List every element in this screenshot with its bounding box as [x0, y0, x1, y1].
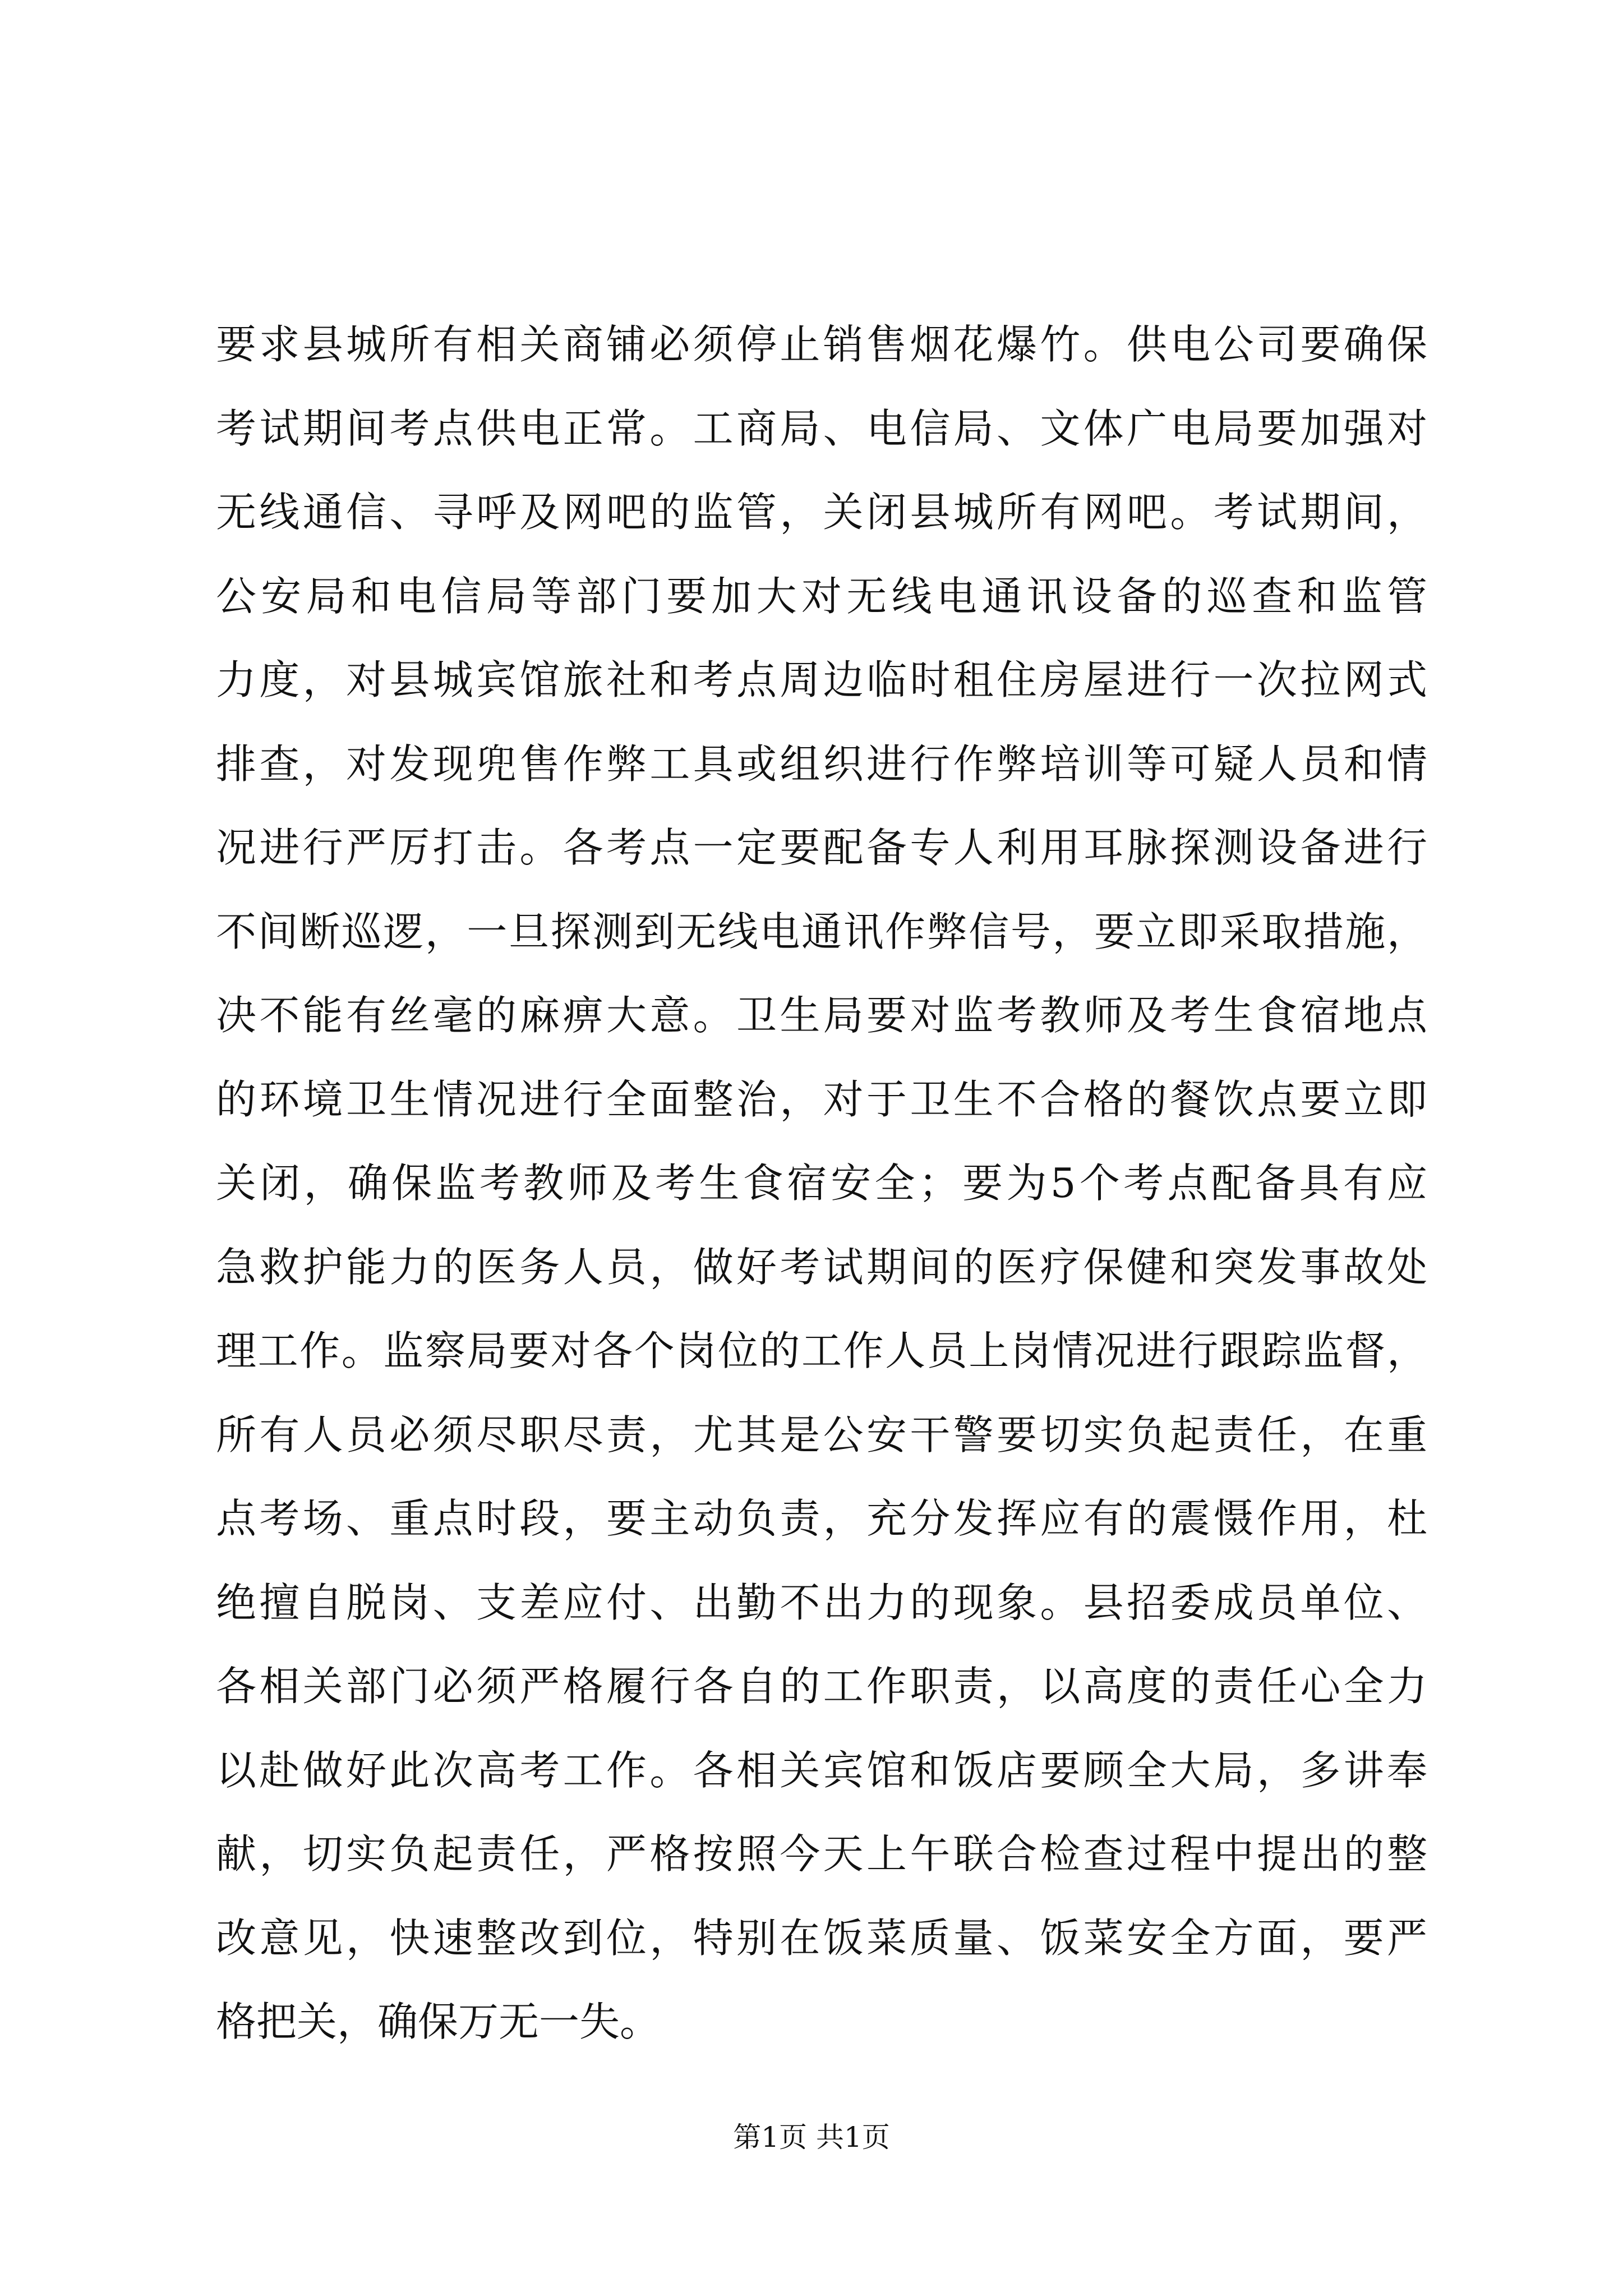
text-line: 急救护能力的医务人员，做好考试期间的医疗保健和突发事故处: [216, 1243, 1427, 1291]
text-line: 格把关，确保万无一失。: [216, 1998, 661, 2045]
text-line: 各相关部门必须严格履行各自的工作职责，以高度的责任心全力: [216, 1663, 1427, 1710]
text-line: 所有人员必须尽职尽责，尤其是公安干警要切实负起责任，在重: [216, 1411, 1427, 1458]
text-line: 理工作。监察局要对各个岗位的工作人员上岗情况进行跟踪监督，: [216, 1327, 1427, 1374]
text-line: 考试期间考点供电正常。工商局、电信局、文体广电局要加强对: [216, 404, 1427, 452]
text-line: 绝擅自脱岗、支差应付、出勤不出力的现象。县招委成员单位、: [216, 1579, 1427, 1626]
text-line: 要求县城所有相关商铺必须停止销售烟花爆竹。供电公司要确保: [216, 321, 1427, 368]
text-line: 不间断巡逻，一旦探测到无线电通讯作弊信号，要立即采取措施，: [216, 908, 1427, 955]
text-line: 点考场、重点时段，要主动负责，充分发挥应有的震慑作用，杜: [216, 1495, 1427, 1542]
text-line: 况进行严厉打击。各考点一定要配备专人利用耳脉探测设备进行: [216, 824, 1427, 871]
text-line: 改意见，快速整改到位，特别在饭菜质量、饭菜安全方面，要严: [216, 1914, 1427, 1962]
text-line: 以赴做好此次高考工作。各相关宾馆和饭店要顾全大局，多讲奉: [216, 1746, 1427, 1794]
text-line: 无线通信、寻呼及网吧的监管，关闭县城所有网吧。考试期间，: [216, 489, 1427, 536]
text-line: 的环境卫生情况进行全面整治，对于卫生不合格的餐饮点要立即: [216, 1075, 1427, 1123]
page-number-footer: 第1页 共1页: [733, 2121, 890, 2154]
text-line: 公安局和电信局等部门要加大对无线电通讯设备的巡查和监管: [216, 572, 1427, 620]
text-line: 排查，对发现兜售作弊工具或组织进行作弊培训等可疑人员和情: [216, 740, 1427, 788]
text-line: 关闭，确保监考教师及考生食宿安全；要为5个考点配备具有应: [216, 1159, 1427, 1207]
body-paragraph: [216, 303, 1427, 2064]
text-line: 力度，对县城宾馆旅社和考点周边临时租住房屋进行一次拉网式: [216, 656, 1427, 703]
text-line: 决不能有丝毫的麻痹大意。卫生局要对监考教师及考生食宿地点: [216, 992, 1427, 1039]
text-line: 献，切实负起责任，严格按照今天上午联合检查过程中提出的整: [216, 1830, 1427, 1878]
